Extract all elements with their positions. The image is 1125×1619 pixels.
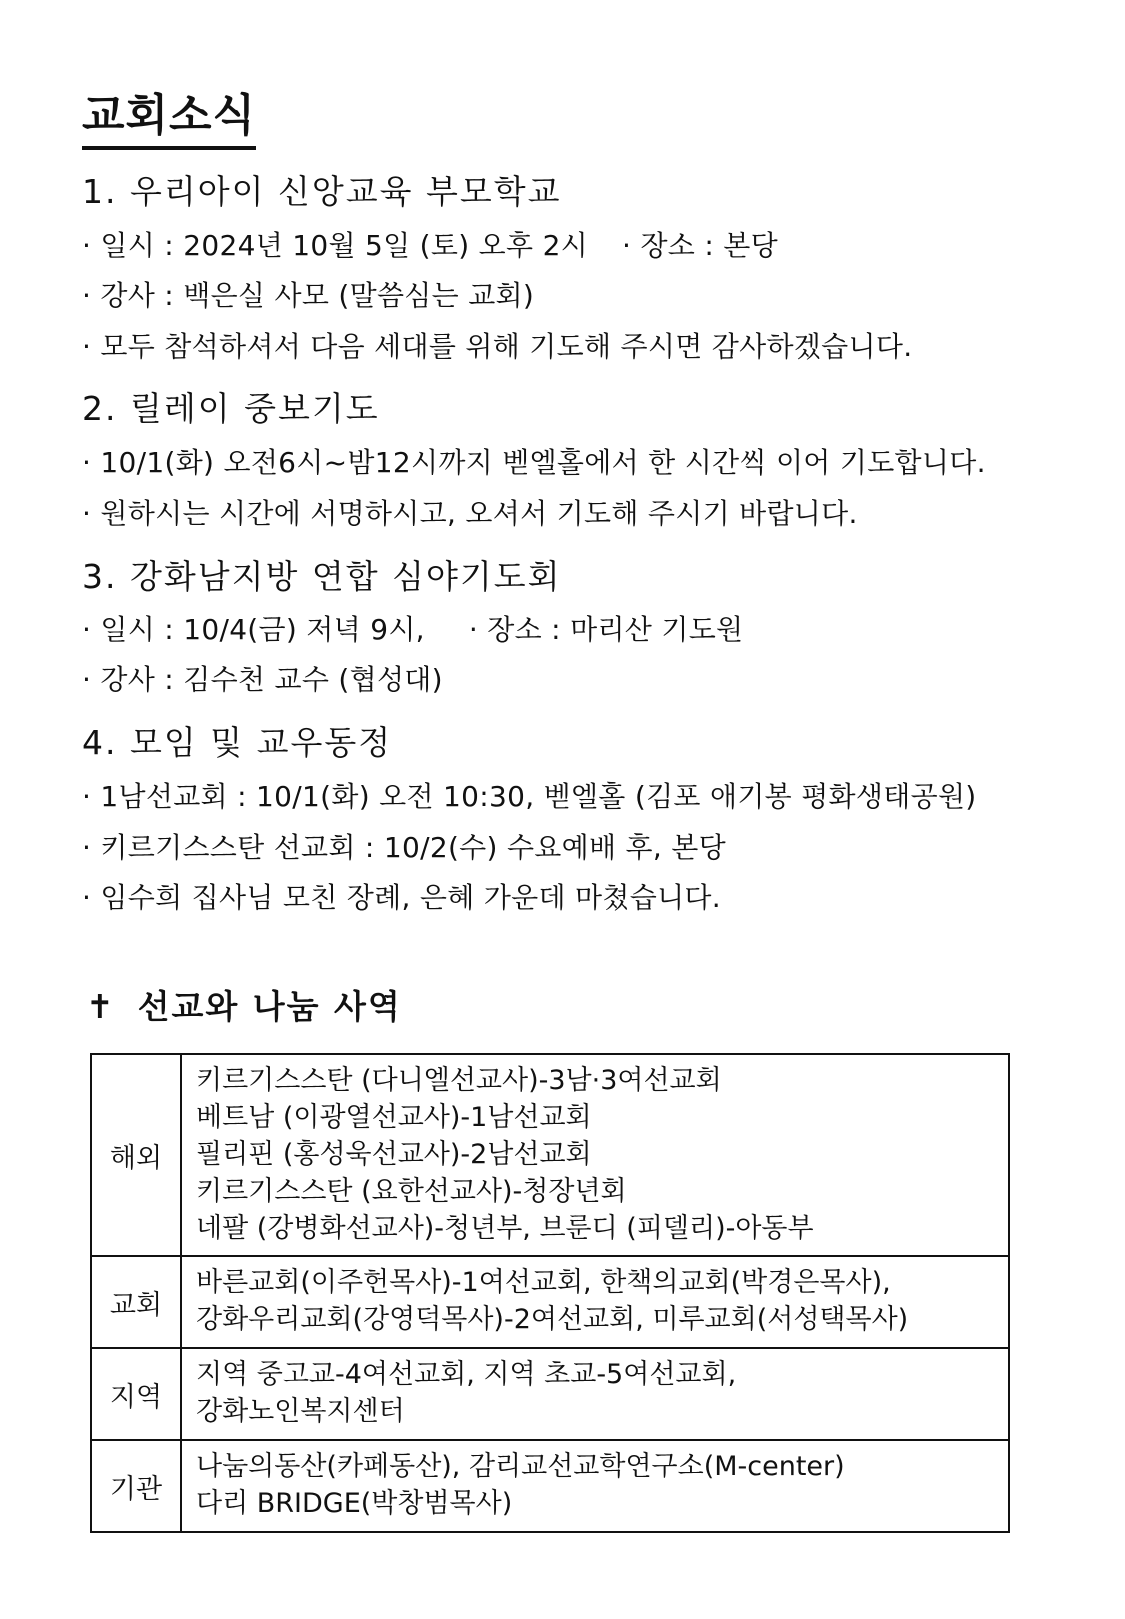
mission-table — [90, 1053, 1010, 1533]
category-cell: 교회 — [91, 1256, 181, 1348]
section-1-date: · 일시 : 2024년 10월 5일 (토) 오후 2시 — [82, 229, 589, 262]
section-3-speaker: · 강사 : 김수천 교수 (협성대) — [82, 663, 443, 696]
table-row — [91, 1054, 1009, 1256]
section-2-heading: 2. 릴레이 중보기도 — [82, 389, 380, 428]
section-4-line-2 — [82, 828, 726, 868]
section-1-line-3 — [82, 327, 912, 367]
cross-icon: ✝ — [86, 987, 116, 1026]
list-item: 필리핀 (홍성욱선교사)-2남선교회 — [196, 1138, 592, 1170]
list-item: 지역 중고교-4여선교회, 지역 초교-5여선교회, — [196, 1359, 737, 1390]
section-1-line-2 — [82, 276, 534, 316]
section-4-heading: 4. 모임 및 교우동정 — [82, 723, 393, 762]
category-cell: 기관 — [91, 1440, 181, 1532]
section-2-request: · 원하시는 시간에 서명하시고, 오셔서 기도해 주시기 바랍니다. — [82, 497, 858, 530]
category-cell: 지역 — [91, 1348, 181, 1440]
section-1-place: · 장소 : 본당 — [622, 229, 778, 262]
section-1-heading: 1. 우리아이 신앙교육 부모학교 — [82, 172, 562, 211]
items-cell — [181, 1348, 1009, 1440]
list-item: 베트남 (이광열선교사)-1남선교회 — [196, 1101, 592, 1133]
mission-title — [86, 985, 402, 1029]
section-2-line-1 — [82, 443, 986, 483]
list-item: 강화노인복지센터 — [196, 1396, 405, 1427]
category-cell: 해외 — [91, 1054, 181, 1256]
table-row — [91, 1440, 1009, 1532]
section-3-place: · 장소 : 마리산 기도원 — [468, 613, 744, 646]
mission-title-text: 선교와 나눔 사역 — [137, 987, 402, 1026]
list-item: 다리 BRIDGE(박창범목사) — [196, 1488, 513, 1519]
section-1-line-1 — [82, 226, 778, 266]
section-3-date: · 일시 : 10/4(금) 저녁 9시, — [82, 613, 425, 646]
section-4-condolence: · 임수희 집사님 모친 장례, 은혜 가운데 마쳤습니다. — [82, 881, 721, 914]
list-item: 나눔의동산(카페동산), 감리교선교학연구소(M-center) — [196, 1451, 845, 1482]
section-3-line-2 — [82, 660, 443, 700]
list-item: 키르기스스탄 (요한선교사)-청장년회 — [196, 1175, 627, 1207]
section-3-heading: 3. 강화남지방 연합 심야기도회 — [82, 557, 562, 596]
items-cell — [181, 1440, 1009, 1532]
list-item: 키르기스스탄 (다니엘선교사)-3남·3여선교회 — [196, 1064, 722, 1096]
list-item: 강화우리교회(강영덕목사)-2여선교회, 미루교회(서성택목사) — [196, 1304, 909, 1335]
section-4-mens-mission: · 1남선교회 : 10/1(화) 오전 10:30, 벧엘홀 (김포 애기봉 평화생태공원) — [82, 780, 977, 813]
section-1-request: · 모두 참석하셔서 다음 세대를 위해 기도해 주시면 감사하겠습니다. — [82, 330, 913, 363]
items-cell — [181, 1054, 1009, 1256]
section-3-line-1 — [82, 610, 743, 650]
section-4-kyrgyz-mission: · 키르기스스탄 선교회 : 10/2(수) 수요예배 후, 본당 — [82, 831, 726, 864]
section-4-line-1 — [82, 777, 977, 817]
list-item: 네팔 (강병화선교사)-청년부, 브룬디 (피델리)-아동부 — [196, 1212, 814, 1244]
table-row — [91, 1348, 1009, 1440]
section-2-line-2 — [82, 494, 858, 534]
page-title: 교회소식 — [82, 88, 256, 150]
section-1-speaker: · 강사 : 백은실 사모 (말씀심는 교회) — [82, 279, 535, 312]
list-item: 바른교회(이주헌목사)-1여선교회, 한책의교회(박경은목사), — [196, 1267, 891, 1298]
section-4-line-3 — [82, 878, 721, 918]
items-cell — [181, 1256, 1009, 1348]
section-2-schedule: · 10/1(화) 오전6시~밤12시까지 벧엘홀에서 한 시간씩 이어 기도합니다. — [82, 446, 986, 479]
table-row — [91, 1256, 1009, 1348]
